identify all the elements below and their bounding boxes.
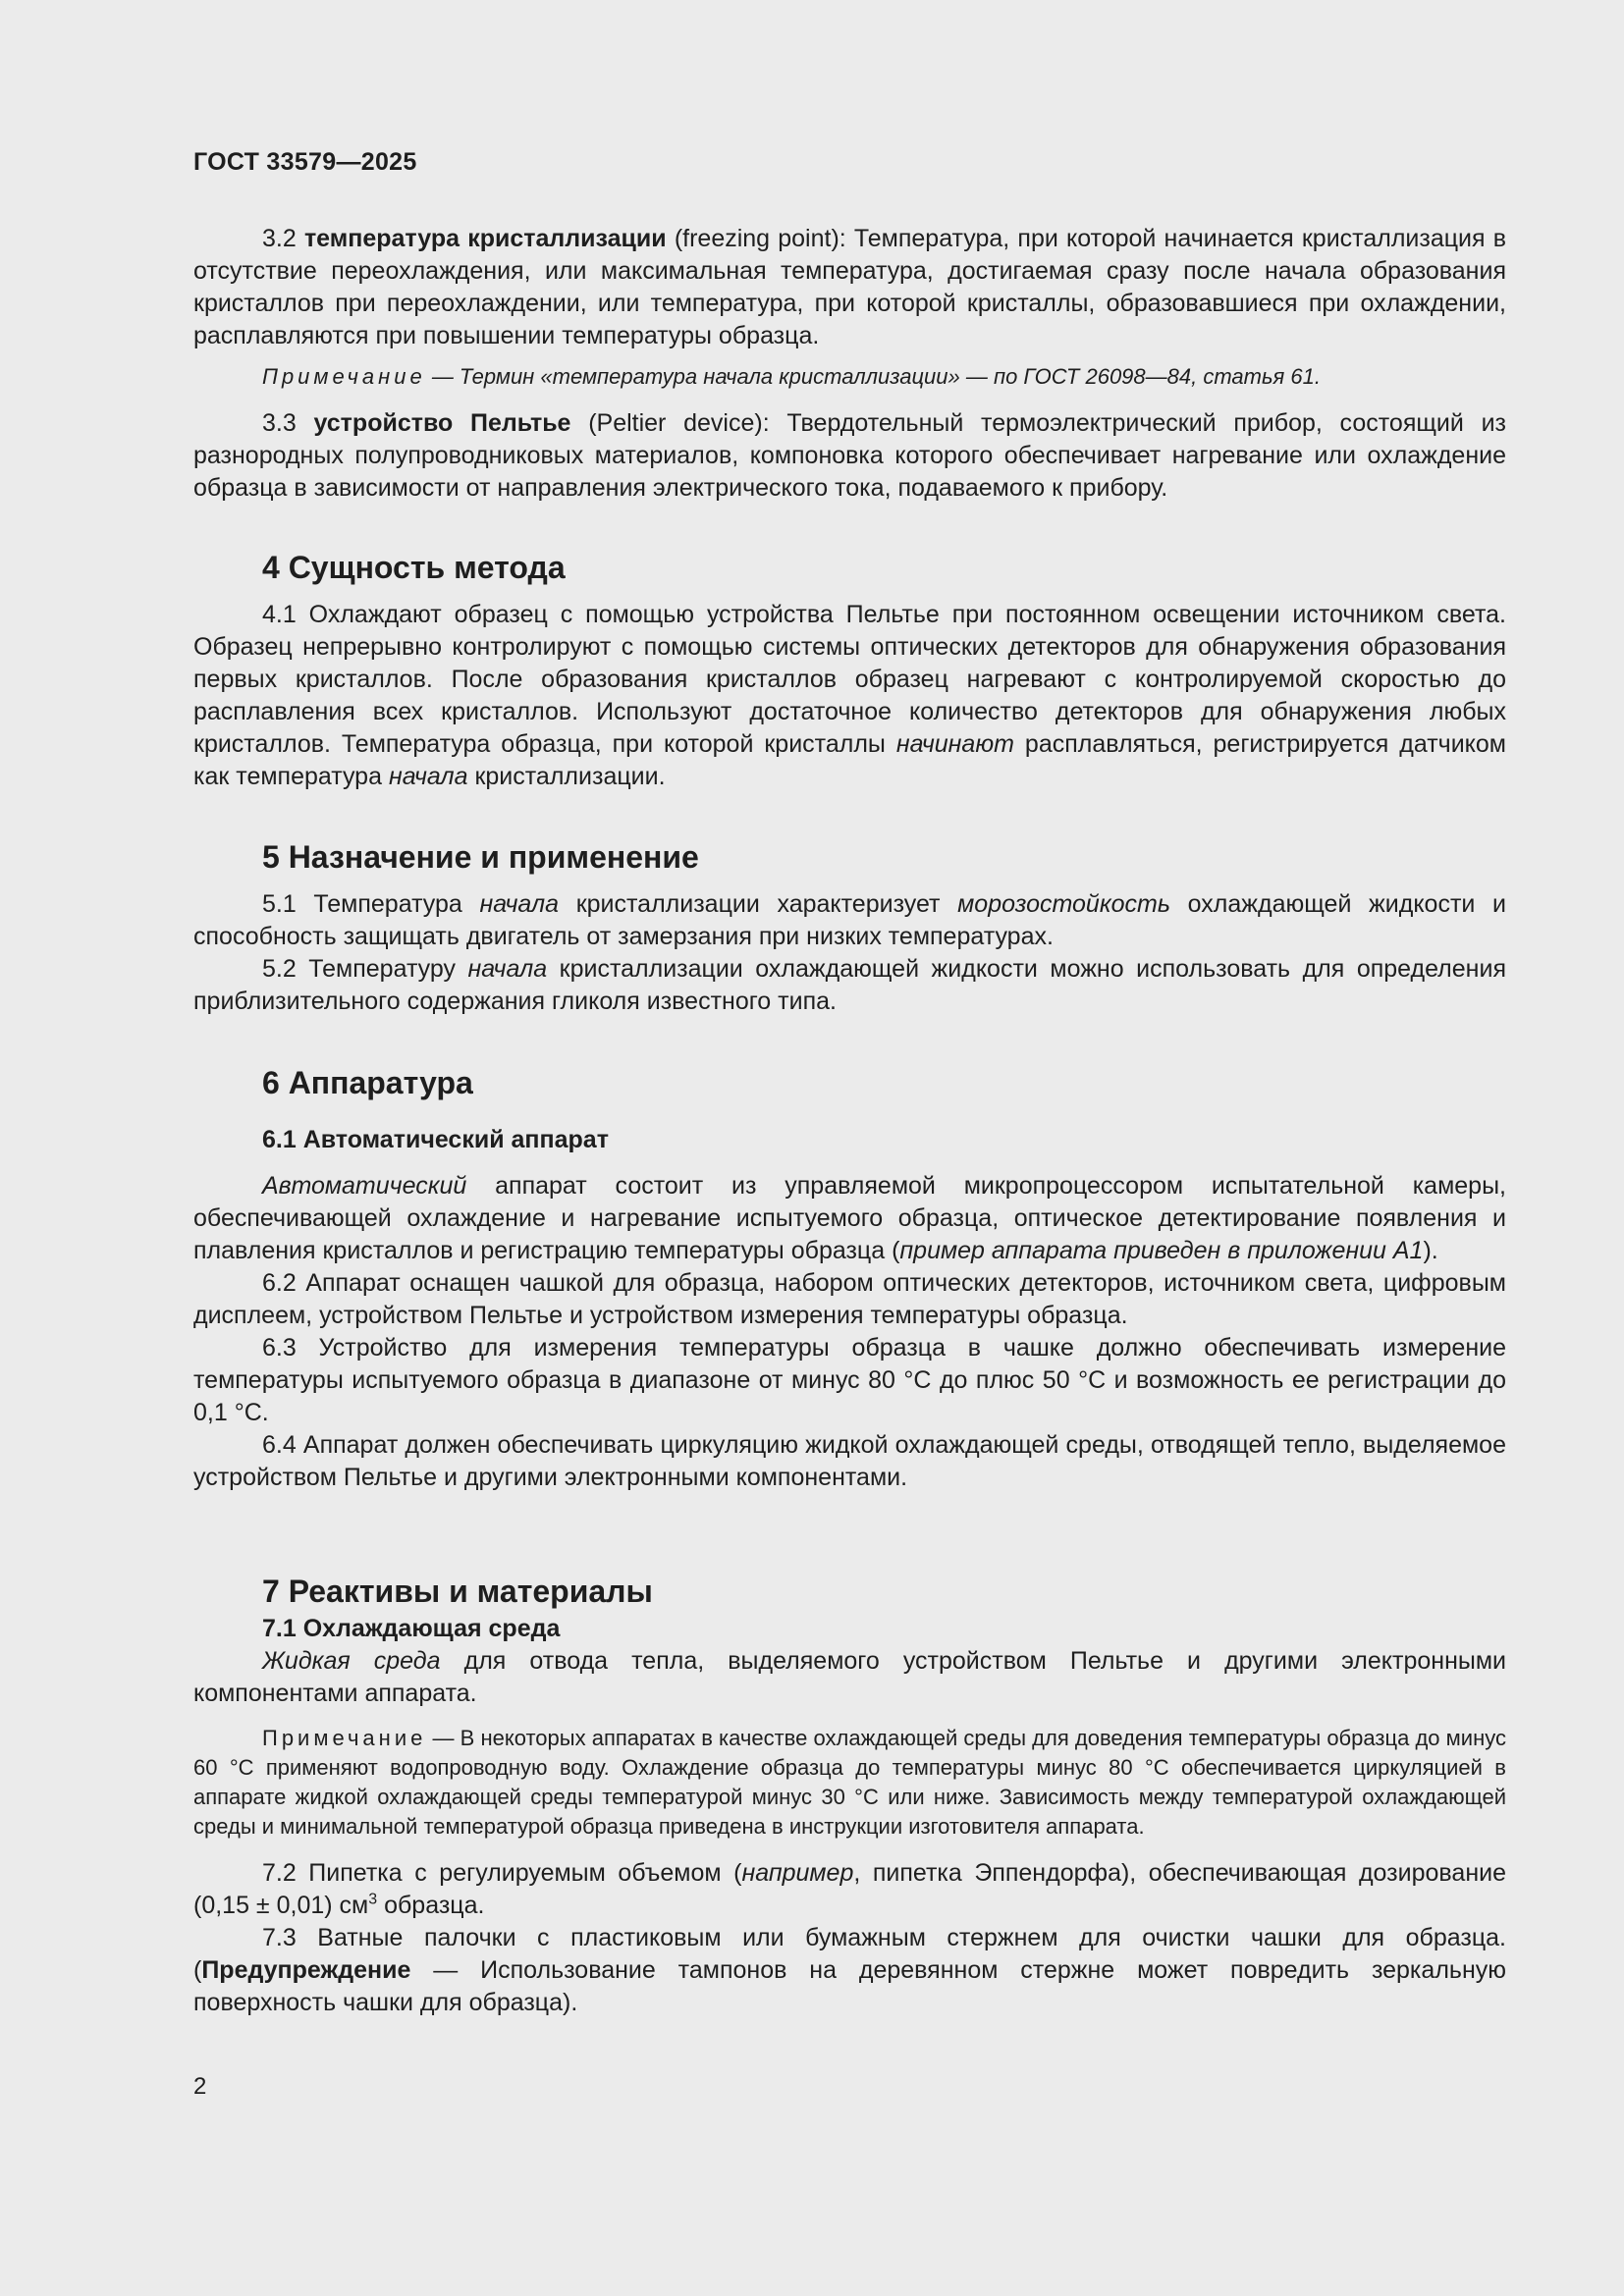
text-run: кристаллизации характеризует [559, 890, 958, 918]
paragraph-6-2: 6.2 Аппарат оснащен чашкой для образца, набором оптических детекторов, источником света, цифровым дисплеем, устройством Пельтье и устройством измерения температуры образца. [193, 1269, 1506, 1329]
text-run: охлаждающей жидкости и способность защищать двигатель от замерзания при низких температурах. [193, 890, 1506, 950]
definition-number: 3.2 [262, 225, 297, 252]
paragraph-5-2 [193, 953, 1506, 1018]
italic-run: Жидкая среда [262, 1647, 441, 1675]
note-text: — Термин «температура начала кристаллизации» — по ГОСТ 26098—84, статья 61. [425, 364, 1322, 389]
paragraph-6-1 [193, 1170, 1506, 1267]
section-6 [193, 1063, 1506, 1494]
text-run: 7.3 Ватные палочки с пластиковым или бумажным стержнем для очистки чашки для образца. ( [193, 1924, 1506, 1984]
section-heading: 4 Сущность метода [262, 550, 566, 585]
text-run: — Использование тампонов на деревянном стержне может повредить зеркальную поверхность чашки для образца). [193, 1956, 1506, 2016]
text-run: 4.1 Охлаждают образец с помощью устройства Пельтье при постоянном освещении источником света. Образец непрерывно контролируют с помощью системы оптических детекторов для обнаружения образования первых кристаллов. После образования кристаллов образец нагревают с контролируемой скоростью до расплавления всех кристаллов. Используют достаточное количество детекторов для обнаружения любых кристаллов. Температура образца, при которой кристаллы [193, 601, 1506, 758]
text-run: , пипетка Эппендорфа), обеспечивающая дозирование (0,15 ± 0,01) см [193, 1859, 1506, 1919]
paragraph-5-1 [193, 888, 1506, 953]
paragraph-7-2 [193, 1857, 1506, 1922]
note-coolant [193, 1724, 1506, 1842]
definition-text: (freezing point): Температура, при которой начинается кристаллизация в отсутствие переохлаждения, или максимальная температура, достигаемая сразу после начала образования кристаллов при переохлаждении, или температура, при которой кристаллы, образовавшиеся при охлаждении, расплавляются при повышении температуры образца. [193, 225, 1506, 349]
text-run: 5.1 Температура [262, 890, 480, 918]
text-run: расплавляться, регистрируется датчиком как температура [193, 730, 1506, 790]
paragraph-7-3 [193, 1922, 1506, 2019]
text-run: 5.2 Температуру [262, 955, 468, 983]
definition-3-2 [193, 223, 1506, 352]
section-4 [193, 548, 1506, 793]
definition-term: температура кристаллизации [303, 225, 667, 252]
text-run: ). [1423, 1237, 1438, 1264]
italic-run: начинают [895, 730, 1014, 758]
definition-term: устройство Пельтье [313, 409, 571, 437]
subsection-heading: 6.1 Автоматический аппарат [262, 1126, 609, 1153]
italic-run: начала [467, 955, 548, 983]
text-run: кристаллизации. [467, 763, 666, 790]
paragraph-6-4: 6.4 Аппарат должен обеспечивать циркуляцию жидкой охлаждающей среды, отводящей тепло, выделяемое устройством Пельтье и другими электронными компонентами. [193, 1431, 1506, 1491]
page-number: 2 [193, 2073, 207, 2100]
superscript: 3 [368, 1891, 378, 1908]
section-heading: 6 Аппаратура [262, 1065, 473, 1100]
text-run: образца. [377, 1892, 485, 1919]
section-5 [193, 837, 1506, 1018]
definition-number: 3.3 [262, 409, 297, 437]
italic-run: начала [388, 763, 468, 790]
text-run: аппарат состоит из управляемой микропроцессором испытательной камеры, обеспечивающей охлаждение и нагревание испытуемого образца, оптическое детектирование появления и плавления кристаллов и регистрацию температуры образца ( [193, 1172, 1506, 1264]
note-label: Примечание [262, 364, 426, 389]
note-label: Примечание [262, 1726, 427, 1750]
section-7 [193, 1572, 1506, 2019]
note-text: — В некоторых аппаратах в качестве охлаждающей среды для доведения температуры образца до минус 60 °С применяют водопроводную воду. Охлаждение образца до температуры минус 80 °С обеспечивается циркуляцией в аппарате жидкой охлаждающей среды температурой минус 30 °С или ниже. Зависимость между температурой охлаждающей среды и минимальной температурой образца приведена в инструкции изготовителя аппарата. [193, 1726, 1506, 1839]
bold-run: Предупреждение [201, 1956, 411, 1984]
paragraph-6-3: 6.3 Устройство для измерения температуры образца в чашке должно обеспечивать измерение температуры испытуемого образца в диапазоне от минус 80 °С до плюс 50 °С и возможность ее регистрации до 0,1 °С. [193, 1334, 1506, 1426]
italic-run: например [741, 1859, 854, 1887]
definitions-block [193, 223, 1506, 505]
paragraph-7-1 [193, 1645, 1506, 1710]
italic-run: морозостойкость [957, 890, 1171, 918]
definition-text: (Peltier device): Твердотельный термоэлектрический прибор, состоящий из разнородных полупроводниковых материалов, компоновка которого обеспечивает нагревание или охлаждение образца в зависимости от направления электрического тока, подаваемого к прибору. [193, 409, 1507, 502]
paragraph-4-1 [193, 599, 1506, 793]
italic-run: начала [479, 890, 560, 918]
text-run: 7.2 Пипетка с регулируемым объемом ( [262, 1859, 742, 1887]
text-run: для отвода тепла, выделяемого устройством Пельтье и другими электронными компонентами аппарата. [193, 1647, 1507, 1707]
document-header: ГОСТ 33579—2025 [193, 148, 417, 176]
note-term [193, 362, 1506, 392]
subsection-heading: 7.1 Охлаждающая среда [262, 1615, 561, 1642]
italic-run: Автоматический [262, 1172, 467, 1200]
section-heading: 5 Назначение и применение [262, 839, 699, 875]
section-heading: 7 Реактивы и материалы [262, 1574, 653, 1609]
italic-run: пример аппарата приведен в приложении А1 [899, 1237, 1424, 1264]
definition-3-3 [193, 407, 1506, 505]
text-run: кристаллизации охлаждающей жидкости можно использовать для определения приблизительного содержания гликоля известного типа. [193, 955, 1506, 1015]
